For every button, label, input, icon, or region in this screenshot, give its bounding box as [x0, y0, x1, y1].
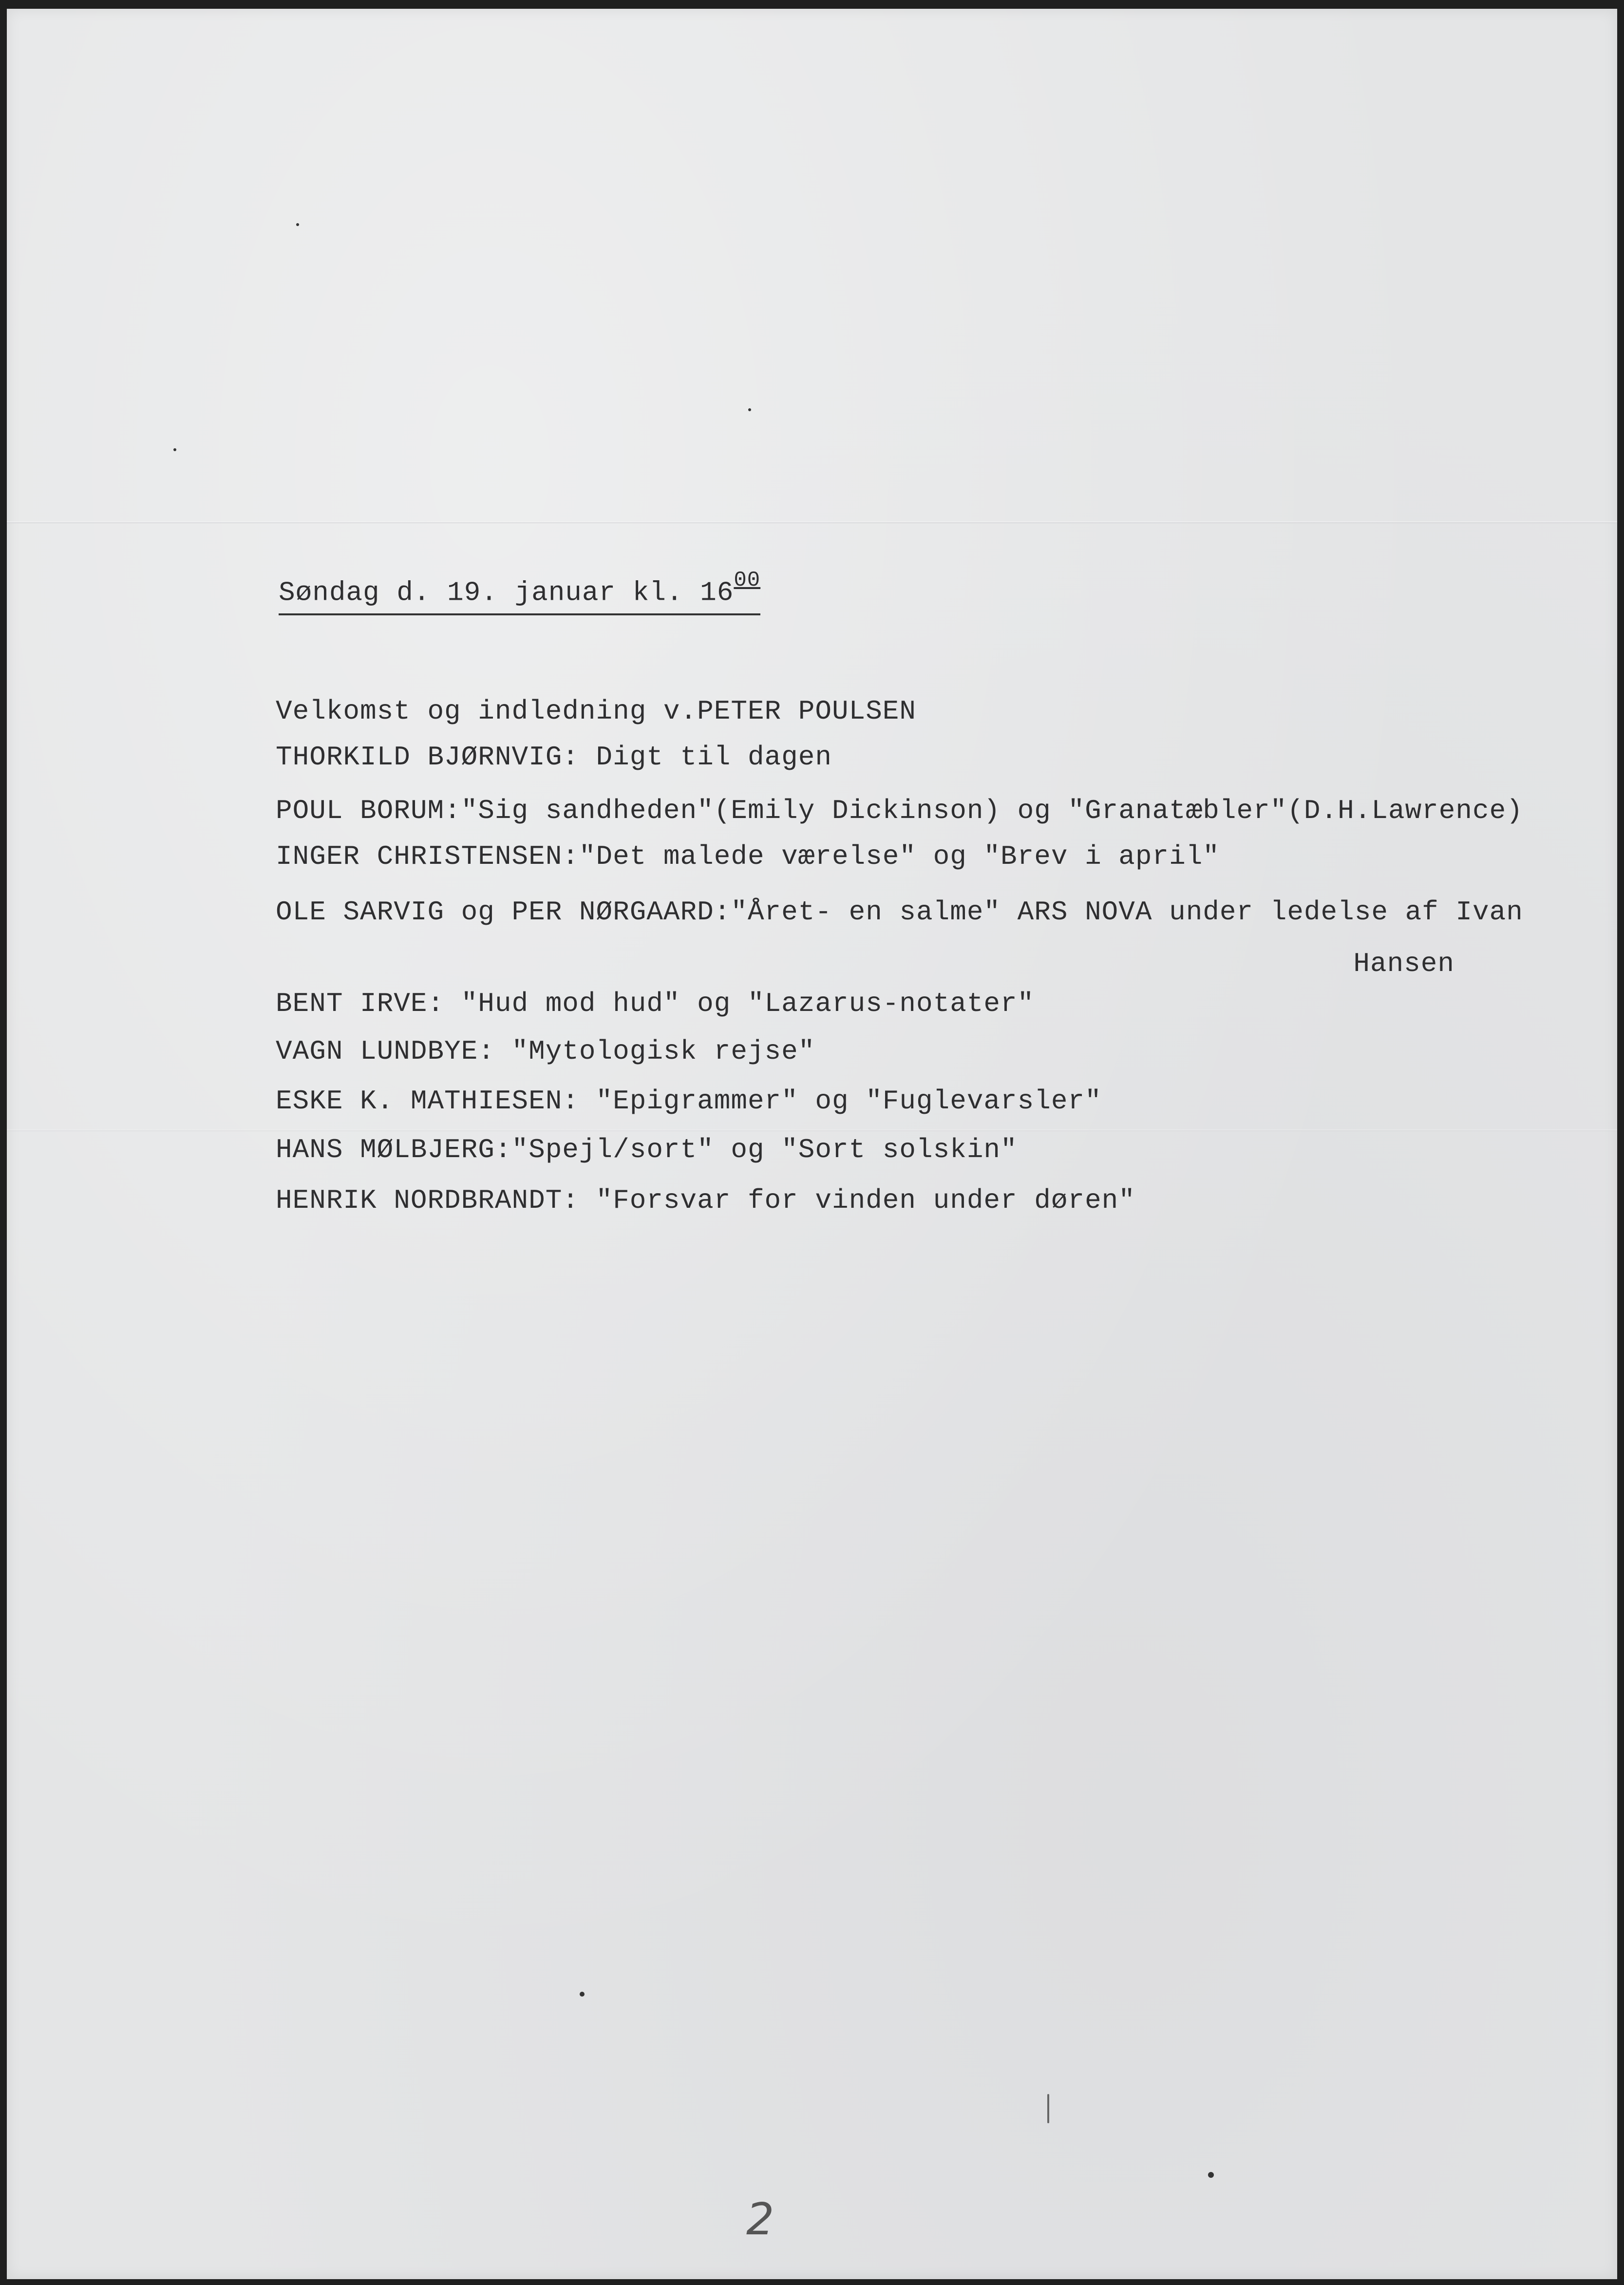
fold-crease [7, 1129, 1617, 1131]
program-line: BENT IRVE: "Hud mod hud" og "Lazarus-notater" [276, 988, 1035, 1019]
heading-date [279, 568, 761, 615]
paper-speck [748, 408, 751, 411]
program-line: Velkomst og indledning v.PETER POULSEN [276, 696, 917, 727]
handwritten-page-number: 2 [746, 2194, 774, 2245]
heading-text: Søndag d. 19. januar kl. 16 [279, 577, 734, 609]
fold-crease [7, 521, 1617, 523]
paper-speck [173, 448, 176, 451]
program-line: VAGN LUNDBYE: "Mytologisk rejse" [276, 1036, 815, 1067]
program-line: HANS MØLBJERG:"Spejl/sort" og "Sort solskin" [276, 1134, 1018, 1165]
program-line: THORKILD BJØRNVIG: Digt til dagen [276, 742, 832, 773]
paper-sheet [7, 9, 1617, 2279]
program-line: INGER CHRISTENSEN:"Det malede værelse" og "Brev i april" [276, 841, 1220, 872]
paper-speck [580, 1992, 585, 1997]
program-line: POUL BORUM:"Sig sandheden"(Emily Dickinson) og "Granatæbler"(D.H.Lawrence) [276, 795, 1523, 826]
program-line: ESKE K. MATHIESEN: "Epigrammer" og "Fuglevarsler" [276, 1085, 1102, 1117]
paper-speck [1208, 2172, 1214, 2178]
paper-speck [296, 223, 299, 226]
heading-time-superscript: 00 [734, 568, 761, 592]
paper-mark [1047, 2094, 1049, 2123]
program-line-continuation: Hansen [1353, 948, 1454, 979]
program-line: HENRIK NORDBRANDT: "Forsvar for vinden under døren" [276, 1185, 1135, 1216]
program-line: OLE SARVIG og PER NØRGAARD:"Året- en salme" ARS NOVA under ledelse af Ivan [276, 896, 1523, 928]
